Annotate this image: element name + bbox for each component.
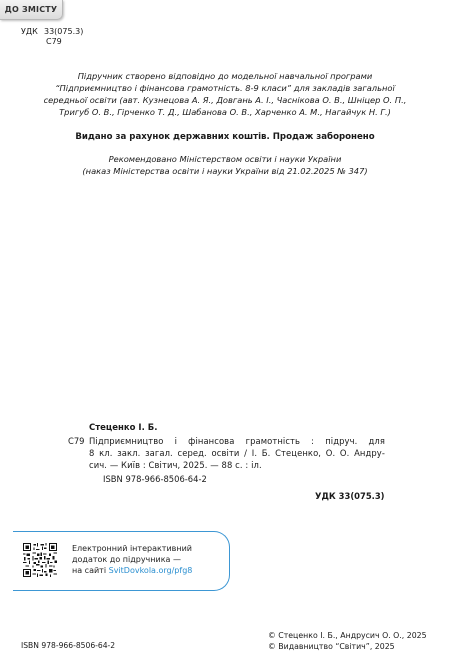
qr-code-icon[interactable]: [23, 543, 57, 577]
qr-line: [72, 565, 222, 576]
supplement-link[interactable]: SvitDovkola.org/pfg8: [108, 566, 193, 575]
catalog-isbn: ISBN 978-966-8506-64-2: [103, 474, 207, 484]
udk-label: УДК: [21, 27, 38, 36]
intro-line: Тригуб О. В., Гірченко Т. Д., Шабанова О. В., Харченко А. М., Нагайчук Н. Г.): [59, 107, 391, 117]
copyright-publisher: © Видавництво “Світич”, 2025: [268, 642, 395, 651]
recommendation-line: (наказ Міністерства освіти і науки України від 21.02.2025 № 347): [82, 166, 368, 176]
catalog-author: Стеценко І. Б.: [89, 423, 158, 433]
copyright-authors: © Стеценко І. Б., Андрусич О. О., 2025: [268, 631, 427, 640]
qr-line: додаток до підручника —: [72, 555, 181, 564]
catalog-code: С79: [68, 436, 85, 446]
intro-line: Підручник створено відповідно до модельної навчальної програми: [77, 71, 373, 81]
catalog-udk: УДК 33(075.3): [315, 491, 385, 501]
catalog-code-top: С79: [46, 37, 62, 46]
qr-line-prefix: на сайті: [72, 566, 109, 575]
catalog-line: 8 кл. закл. загал. серед. освіти / І. Б. Стеценко, О. О. Андру-: [89, 448, 385, 458]
catalog-line: Підприємництво і фінансова грамотність : підруч. для: [89, 436, 385, 446]
intro-line: середньої освіти (авт. Кузнецова А. Я., Довгань А. І., Часнікова О. В., Шніцер О. П.,: [43, 95, 407, 105]
back-to-contents-button[interactable]: ДО ЗМІСТУ: [0, 0, 63, 20]
recommendation-line: Рекомендовано Міністерством освіти і науки України: [108, 154, 342, 164]
intro-line: “Підприємництво і фінансова грамотність. 8-9 класи” для закладів загальної: [55, 83, 395, 93]
qr-description: [72, 543, 222, 576]
udk-top-block: [21, 27, 84, 46]
recommendation: [40, 153, 410, 177]
footer-isbn: ISBN 978-966-8506-64-2: [21, 641, 116, 650]
intro-text: [40, 70, 410, 118]
funding-note: Видано за рахунок державних коштів. Продаж заборонено: [75, 132, 375, 142]
qr-line: Електронний інтерактивний: [72, 544, 193, 553]
catalog-line: сич. — Київ : Світич, 2025. — 88 с. : іл.: [89, 460, 262, 470]
udk-code: 33(075.3): [44, 27, 84, 36]
catalog-description: [89, 435, 385, 471]
